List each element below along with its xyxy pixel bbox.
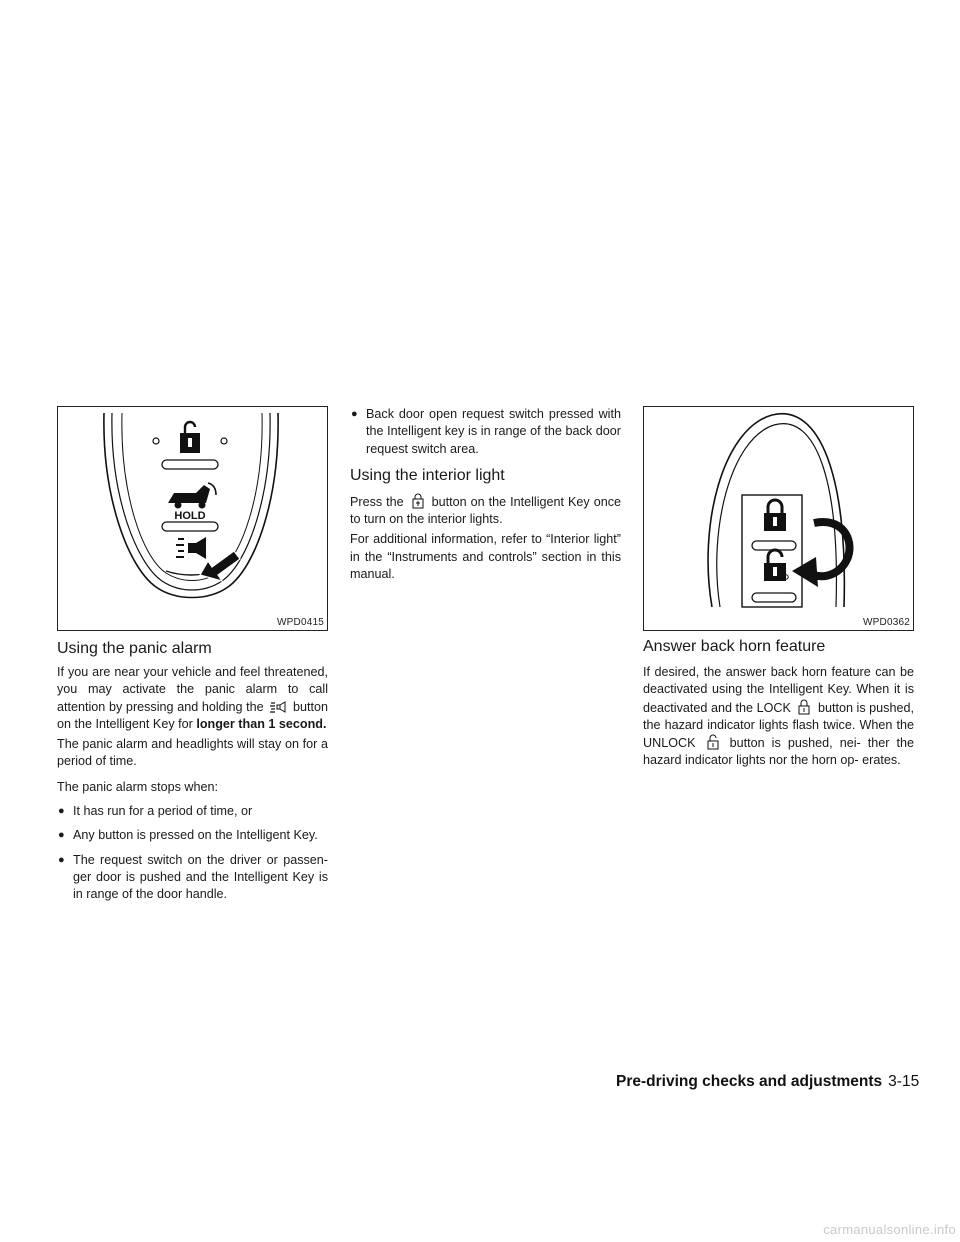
figure-code: WPD0362	[863, 617, 910, 628]
panic-alarm-paragraph-2: The panic alarm and headlights will stay on for a period of time.	[57, 737, 328, 769]
list-item: ● The request switch on the driver or passen- ger door is pushed and the Intelligent Key is in range of the door handle.	[58, 852, 328, 902]
answer-back-heading: Answer back horn feature	[643, 638, 826, 655]
list-item: ● Back door open request switch pressed with the Intelligent key is in range of the back door request switch area.	[351, 407, 621, 456]
panic-alarm-paragraph-1: If you are near your vehicle and feel threatened, you may activate the panic alarm to call attention by pressing and holding the button on the Intelligent Key for longer than 1 second.	[57, 665, 329, 731]
panic-horn-icon	[270, 700, 286, 714]
back-door-icon	[168, 483, 216, 509]
watermark: carmanualsonline.info	[823, 1222, 956, 1237]
key-fob-illustration	[58, 407, 327, 630]
key-fob-panic-figure	[57, 406, 328, 631]
curved-arrow-icon	[792, 522, 850, 587]
right-column	[643, 406, 914, 770]
page-footer	[616, 1073, 919, 1091]
lock-icon	[764, 500, 786, 531]
interior-light-paragraph-1: Press the button on the Intelligent Key once to turn on the interior lights.	[350, 494, 622, 527]
left-column	[57, 406, 328, 904]
interior-light-key-icon	[411, 493, 425, 509]
interior-light-heading: Using the interior light	[350, 466, 505, 484]
unlock-icon	[153, 422, 227, 453]
answer-back-paragraph: If desired, the answer back horn feature can be deactivated using the Intelligent Key. When it is deactivated and the LOCK button is pushed, the hazard indicator lights flash twice. When the UNLOCK button is pushed, nei- ther the hazard indicator lights nor the horn op- erates.	[643, 665, 915, 768]
panic-alarm-paragraph-3: The panic alarm stops when:	[57, 779, 219, 794]
middle-column	[350, 406, 621, 583]
lock-icon	[797, 699, 811, 715]
hold-label: HOLD	[174, 510, 206, 522]
panic-alarm-heading: Using the panic alarm	[57, 640, 212, 657]
unlock-icon	[764, 550, 788, 581]
figure-code: WPD0415	[277, 617, 324, 628]
page-number: 3-15	[888, 1073, 920, 1090]
panic-horn-icon	[176, 537, 206, 559]
list-item: ● It has run for a period of time, or	[58, 804, 253, 819]
key-fob-illustration	[644, 407, 913, 630]
section-title: Pre-driving checks and adjustments	[616, 1073, 883, 1090]
list-item: ● Any button is pressed on the Intelligent Key.	[58, 828, 318, 843]
interior-light-paragraph-2: For additional information, refer to “Interior light” in the “Instruments and controls” section in this manual.	[350, 532, 621, 582]
unlock-icon	[706, 734, 720, 750]
key-fob-answer-back-figure	[643, 406, 914, 631]
